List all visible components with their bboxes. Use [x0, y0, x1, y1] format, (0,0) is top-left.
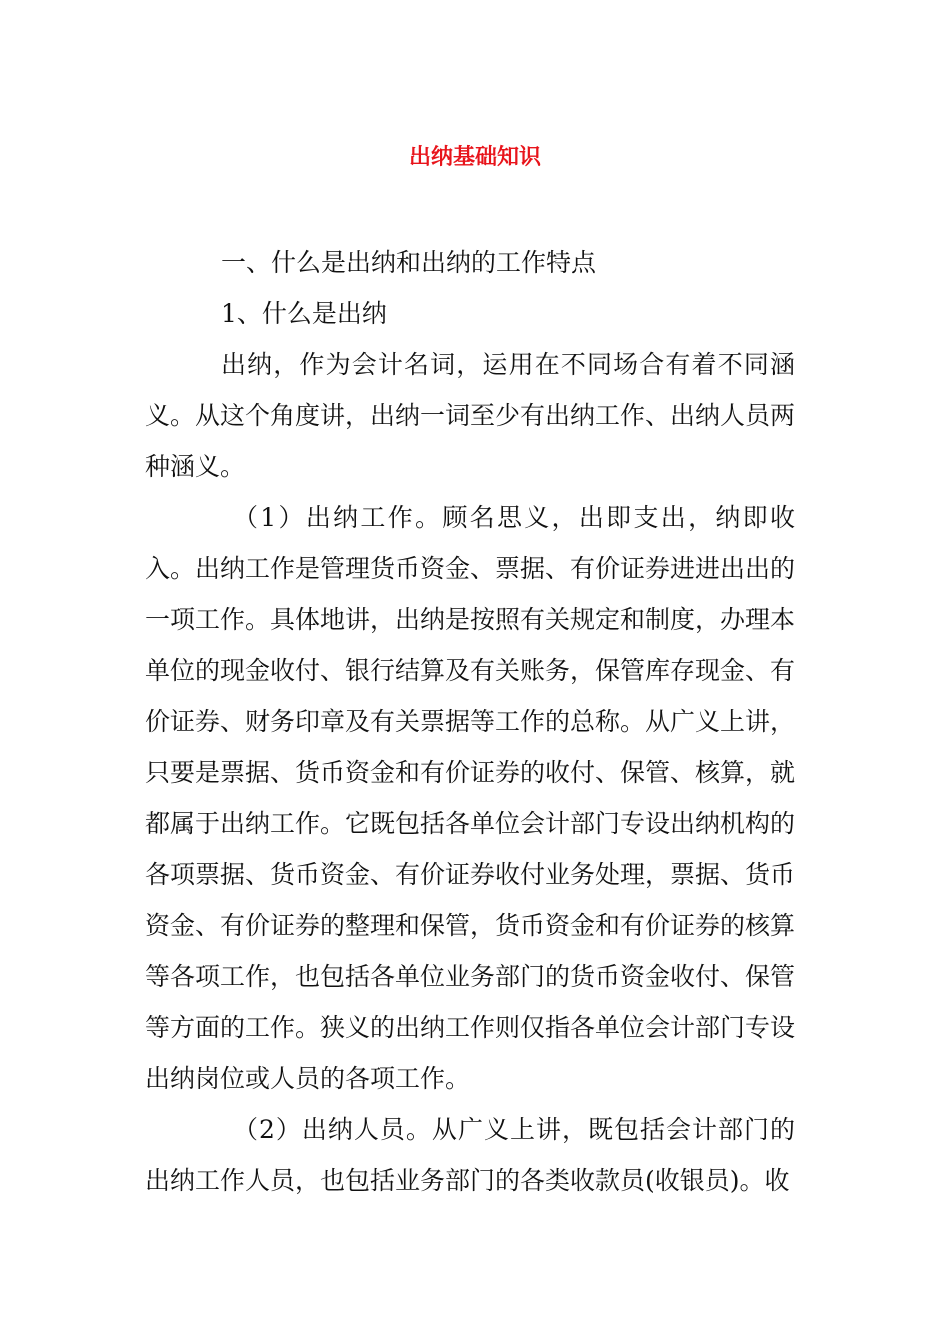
paragraph: （2）出纳人员。从广义上讲，既包括会计部门的出纳工作人员，也包括业务部门的各类收款员(收银员)。收 [145, 1115, 795, 1195]
section-heading: 一、什么是出纳和出纳的工作特点 [221, 248, 597, 277]
paragraph: （1）出纳工作。顾名思义，出即支出，纳即收入。出纳工作是管理货币资金、票据、有价证券进进出出的一项工作。具体地讲，出纳是按照有关规定和制度，办理本单位的现金收付、银行结算及有关账务，保管库存现金、有价证券、财务印章及有关票据等工作的总称。从广义上讲，只要是票据、货币资金和有价证券的收付、保管、核算，就都属于出纳工作。它既包括各单位会计部门专设出纳机构的各项票据、货币资金、有价证券收付业务处理，票据、货币资金、有价证券的整理和保管，货币资金和有价证券的核算等各项工作，也包括各单位业务部门的货币资金收付、保管等方面的工作。狭义的出纳工作则仅指各单位会计部门专设出纳岗位或人员的各项工作。 [145, 503, 796, 1093]
paragraph: 出纳，作为会计名词，运用在不同场合有着不同涵义。从这个角度讲，出纳一词至少有出纳工作、出纳人员两种涵义。 [145, 350, 796, 481]
document-title: 出纳基础知识 [408, 145, 541, 170]
sub-heading: 1、什么是出纳 [221, 299, 387, 328]
document-body [145, 237, 795, 1206]
